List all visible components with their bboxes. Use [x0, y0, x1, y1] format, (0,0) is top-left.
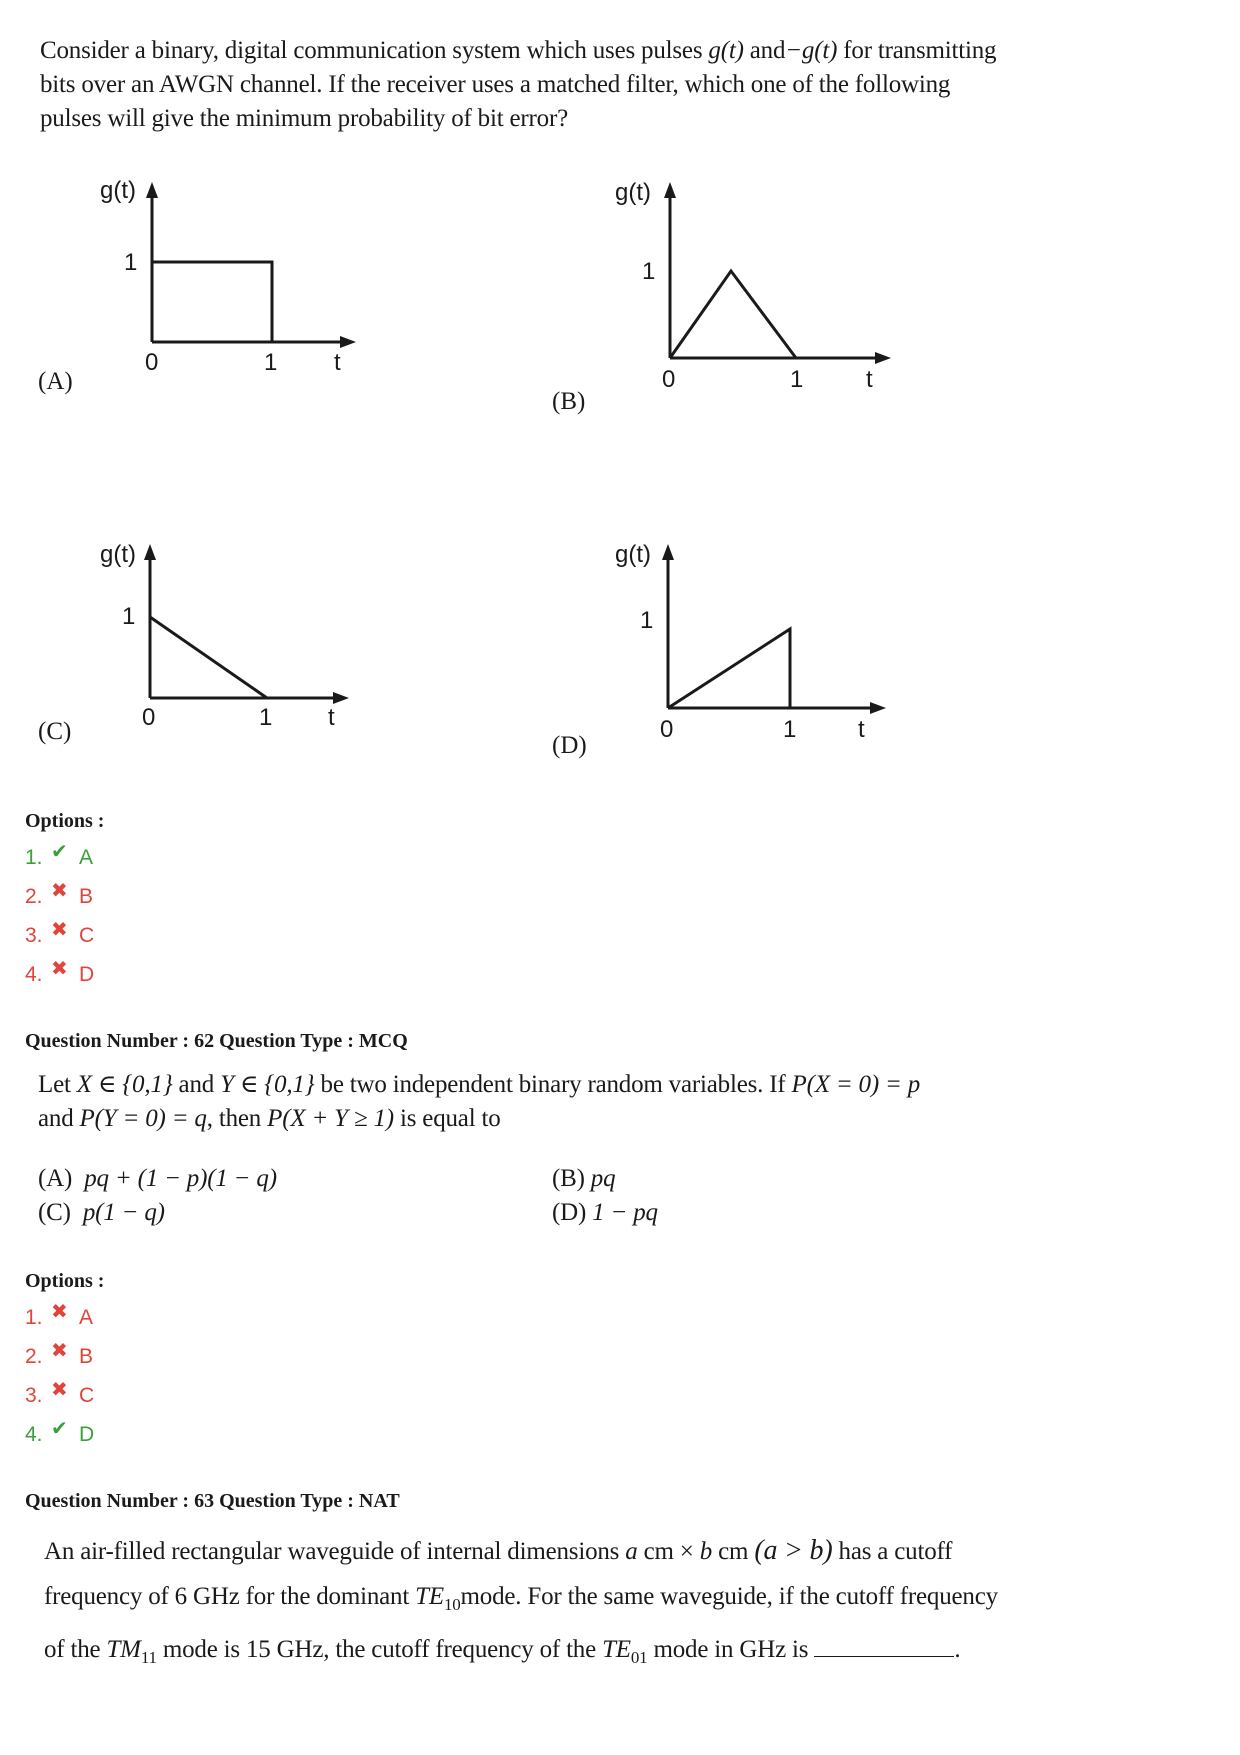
q61-and: and [749, 37, 786, 64]
graph-b-label: (B) [552, 388, 586, 415]
cross-icon: ✖ [51, 958, 68, 980]
graph-d-one-x: 1 [783, 716, 797, 743]
graph-c-one-y: 1 [122, 603, 136, 630]
check-icon: ✔ [51, 1418, 68, 1440]
q61-option-3[interactable] [25, 919, 95, 948]
q61-option-2-label: B [79, 884, 94, 908]
q61-gt: g(t) [708, 37, 744, 64]
q62-pxy: P(X + Y ≥ 1) [267, 1105, 394, 1132]
q63-cm-times: cm × [637, 1538, 700, 1565]
q62-option-3-label: C [79, 1383, 95, 1407]
answer-blank[interactable] [814, 1634, 954, 1657]
q63-text-4: mode. For the same waveguide, if the cutoff frequency [460, 1583, 998, 1610]
q61-option-1-label: A [79, 845, 94, 869]
q61-statement [40, 34, 1200, 136]
graph-c-pulse [150, 617, 267, 698]
q63-tm11-sub: 11 [140, 1648, 157, 1667]
q62-option-3-num: 3. [25, 1383, 43, 1407]
graph-c-origin: 0 [142, 704, 156, 731]
q61-text: Consider a binary, digital communication system which uses pulses [40, 37, 709, 64]
q62-choice-c-label: (C) [38, 1199, 71, 1226]
q63-var-a: a [625, 1538, 638, 1565]
cross-icon: ✖ [51, 880, 68, 902]
q61-line3: pulses will give the minimum probability of bit error? [40, 105, 568, 132]
graph-a-ylabel: g(t) [100, 177, 136, 204]
graph-d-one-y: 1 [640, 607, 654, 634]
graph-b-yarrow [664, 182, 676, 198]
q63-text-5: of the [44, 1636, 107, 1663]
q62-text-and: and [172, 1071, 221, 1098]
q62-choice-d [552, 1196, 658, 1230]
graph-d-xlabel: t [858, 716, 865, 743]
graph-d-ylabel: g(t) [615, 541, 651, 568]
q61-text-2: for transmitting [837, 37, 997, 64]
q61-option-1-num: 1. [25, 845, 43, 869]
q63-text: An air-filled rectangular waveguide of internal dimensions [44, 1538, 626, 1565]
q61-option-2[interactable] [25, 880, 94, 909]
cross-icon: ✖ [51, 919, 68, 941]
graph-d-label: (D) [552, 732, 587, 759]
q62-choice-a-label: (A) [38, 1165, 73, 1192]
q63-te01-sub: 01 [630, 1648, 648, 1667]
q62-text-3: and [38, 1105, 80, 1132]
graph-d-yarrow [662, 544, 674, 560]
q63-text-2: has a cutoff [832, 1538, 953, 1565]
q63-header: Question Number : 63 Question Type : NAT [25, 1490, 400, 1512]
q62-header: Question Number : 62 Question Type : MCQ [25, 1030, 408, 1052]
q62-x-set: X ∈ {0,1} [76, 1071, 173, 1098]
q61-option-2-num: 2. [25, 884, 43, 908]
graph-b-ylabel: g(t) [615, 179, 651, 206]
graph-b-xlabel: t [866, 366, 873, 393]
graph-d-pulse [668, 629, 790, 708]
q62-px: P(X = 0) = p [791, 1071, 921, 1098]
q62-choice-b-expr: pq [590, 1165, 616, 1192]
q62-y-set: Y ∈ {0,1} [220, 1071, 315, 1098]
q63-te01: TE [602, 1636, 631, 1663]
q63-condition: (a > b) [754, 1535, 833, 1566]
q63-cm: cm [712, 1538, 755, 1565]
q63-text-3: frequency of 6 GHz for the dominant [44, 1583, 416, 1610]
q62-choice-b-label: (B) [552, 1165, 585, 1192]
q61-option-4-num: 4. [25, 962, 43, 986]
q62-py: P(Y = 0) = q [79, 1105, 207, 1132]
check-icon: ✔ [51, 841, 68, 863]
q63-text-6: mode is 15 GHz, the cutoff frequency of the [156, 1636, 603, 1663]
q62-option-4-label: D [79, 1422, 95, 1446]
q62-option-4[interactable] [25, 1418, 95, 1447]
q61-option-4-label: D [79, 962, 95, 986]
graph-a-pulse [152, 262, 272, 342]
graph-a-origin: 0 [145, 349, 159, 376]
q63-statement [44, 1528, 1204, 1680]
q62-text-4: , then [206, 1105, 268, 1132]
q62-options-title: Options : [25, 1270, 105, 1292]
graph-a-label: (A) [38, 368, 73, 395]
q62-option-2-num: 2. [25, 1344, 43, 1368]
graph-a-one-x: 1 [264, 349, 278, 376]
q62-option-2[interactable] [25, 1340, 94, 1369]
q63-te10: TE [415, 1583, 444, 1610]
q62-option-1-label: A [79, 1305, 94, 1329]
q61-option-4[interactable] [25, 958, 95, 987]
q62-choice-c [38, 1196, 165, 1230]
graph-a-xarrow [340, 336, 356, 348]
graph-c-one-x: 1 [259, 704, 273, 731]
graph-c-xlabel: t [328, 704, 335, 731]
q62-choice-a [38, 1162, 277, 1196]
q62-choice-c-expr: p(1 − q) [82, 1199, 165, 1226]
q62-choice-b [552, 1162, 615, 1196]
graph-c-label: (C) [38, 718, 72, 745]
q62-choice-a-expr: pq + (1 − p)(1 − q) [84, 1165, 277, 1192]
graph-b-one-x: 1 [790, 366, 804, 393]
q61-options-title: Options : [25, 810, 105, 832]
graph-b [600, 170, 900, 410]
q62-option-3[interactable] [25, 1379, 95, 1408]
cross-icon: ✖ [51, 1301, 68, 1323]
graph-c-xarrow [333, 692, 349, 704]
q63-text-7: mode in GHz is [647, 1636, 815, 1663]
graph-d-xarrow [870, 702, 886, 714]
q62-option-2-label: B [79, 1344, 94, 1368]
q62-option-1-num: 1. [25, 1305, 43, 1329]
q62-option-4-num: 4. [25, 1422, 43, 1446]
graph-d [600, 532, 900, 752]
q61-option-1[interactable] [25, 841, 94, 870]
graph-b-pulse [670, 271, 796, 358]
q62-text-2: be two independent binary random variables. If [314, 1071, 792, 1098]
q61-option-3-label: C [79, 923, 95, 947]
q62-option-1[interactable] [25, 1301, 94, 1330]
graph-c-ylabel: g(t) [100, 541, 136, 568]
q63-tm11: TM [106, 1636, 141, 1663]
graph-a-yarrow [146, 182, 158, 198]
q63-var-b: b [699, 1538, 713, 1565]
q61-option-3-num: 3. [25, 923, 43, 947]
graph-b-one-y: 1 [642, 258, 656, 285]
graph-a-one-y: 1 [124, 249, 138, 276]
q61-neg-gt: −g(t) [785, 37, 838, 64]
q62-choice-d-expr: 1 − pq [592, 1199, 658, 1226]
graph-c-yarrow [144, 544, 156, 560]
graph-a-xlabel: t [334, 349, 341, 376]
q62-text-5: is equal to [393, 1105, 501, 1132]
graph-d-origin: 0 [660, 716, 674, 743]
q63-period: . [954, 1636, 961, 1663]
graph-b-origin: 0 [662, 366, 676, 393]
cross-icon: ✖ [51, 1379, 68, 1401]
q62-statement [38, 1068, 1198, 1136]
q61-line2: bits over an AWGN channel. If the receiver uses a matched filter, which one of the following [40, 71, 951, 98]
q62-text: Let [38, 1071, 77, 1098]
q62-choice-d-label: (D) [552, 1199, 587, 1226]
q63-te10-sub: 10 [443, 1595, 461, 1614]
cross-icon: ✖ [51, 1340, 68, 1362]
graph-b-xarrow [875, 352, 891, 364]
